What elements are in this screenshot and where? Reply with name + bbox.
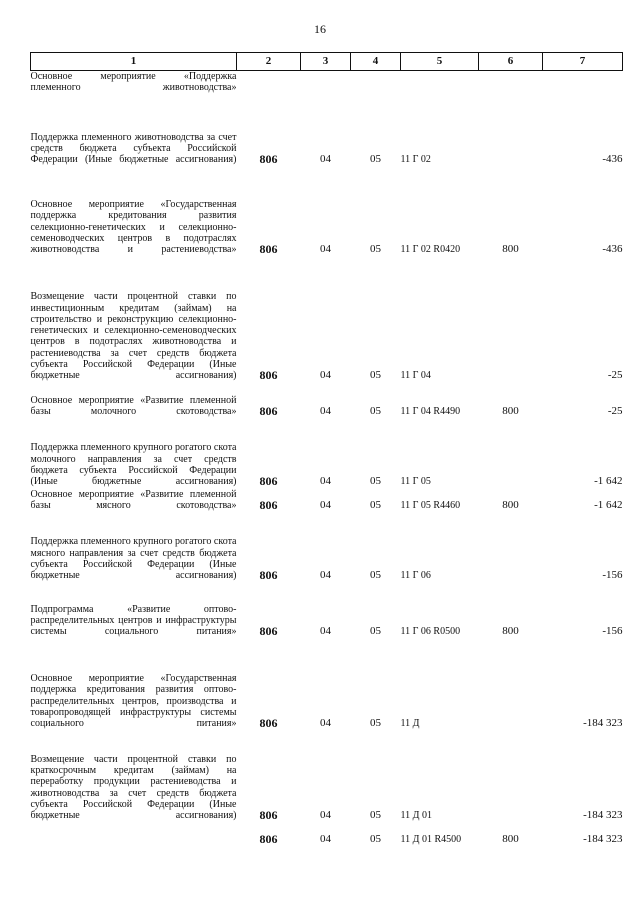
target-article-cell-value: 11 Г 05 [400,476,431,488]
item-name-cell [31,822,237,846]
target-article-cell [401,256,479,382]
target-article-cell [401,166,479,256]
section-cell-value: 04 [320,625,331,638]
ministry-code-cell [237,512,301,582]
ministry-code-cell [237,256,301,382]
subsection-cell-value: 05 [370,153,381,166]
expense-type-cell [479,71,543,94]
expense-type-cell [479,488,543,512]
item-name-cell [31,71,237,94]
section-cell-value: 04 [320,243,331,256]
target-article-cell [401,94,479,166]
ministry-code-cell [237,730,301,822]
subsection-cell-value: 05 [370,499,381,512]
amount-cell-value: -25 [607,369,623,382]
subsection-cell-value: 05 [370,405,381,418]
column-header-3: 3 [301,53,351,71]
section-cell-value: 04 [320,475,331,488]
ministry-code-cell [237,638,301,730]
expense-type-cell-value: 800 [502,625,519,638]
section-cell-value: 04 [320,369,331,382]
target-article-cell-value: 11 Д 01 R4500 [400,834,462,846]
amount-cell-value: -1 642 [594,475,623,488]
section-cell [301,822,351,846]
item-name-text: Основное мероприятие «Государственная поддержка кредитования развития селекционно-генетических и селекционно-семеноводческих центров в подотраслях животноводства и растениеводства» [30,199,237,256]
amount-cell-value: -1 642 [594,499,623,512]
ministry-code-cell-value: 806 [259,368,278,383]
item-name-text: Поддержка племенного крупного рогатого скота молочного направления за счет средств бюджета субъекта Российской Федерации (Иные бюджетные ассигнования) [30,442,237,488]
section-cell [301,512,351,582]
section-cell [301,256,351,382]
table-row [31,582,623,638]
section-cell-value: 04 [320,809,331,822]
section-cell [301,382,351,418]
expense-type-cell [479,94,543,166]
amount-cell [543,94,623,166]
amount-cell [543,166,623,256]
target-article-cell-value: 11 Д 01 [400,810,432,822]
subsection-cell [351,822,401,846]
subsection-cell-value: 05 [370,833,381,846]
target-article-cell [401,822,479,846]
subsection-cell-value: 05 [370,243,381,256]
section-cell-value: 04 [320,499,331,512]
item-name-cell [31,512,237,582]
column-header-7: 7 [543,53,623,71]
amount-cell [543,730,623,822]
amount-cell-value: -436 [602,243,623,256]
amount-cell-value: -156 [602,569,623,582]
table-row [31,730,623,822]
ministry-code-cell-value: 806 [259,624,278,639]
section-cell [301,94,351,166]
item-name-cell [31,418,237,488]
column-header-1: 1 [31,53,237,71]
section-cell-value: 04 [320,153,331,166]
target-article-cell [401,418,479,488]
ministry-code-cell [237,71,301,94]
ministry-code-cell [237,166,301,256]
table-row [31,638,623,730]
subsection-cell [351,512,401,582]
amount-cell [543,638,623,730]
amount-cell [543,256,623,382]
item-name-text: Основное мероприятие «Государственная поддержка кредитования развития оптово-распределительных центров, производства и товаропроводящей инфраструктуры системы социального питания» [30,673,237,730]
target-article-cell-value: 11 Г 06 [400,570,431,582]
target-article-cell [401,382,479,418]
subsection-cell-value: 05 [370,475,381,488]
table-row [31,512,623,582]
ministry-code-cell-value: 806 [259,568,278,583]
expense-type-cell [479,638,543,730]
ministry-code-cell [237,94,301,166]
item-name-cell [31,94,237,166]
target-article-cell [401,512,479,582]
ministry-code-cell-value: 806 [259,474,278,489]
amount-cell [543,382,623,418]
section-cell [301,582,351,638]
item-name-cell [31,166,237,256]
item-name-text: Подпрограмма «Развитие оптово-распределительных центров и инфраструктуры системы социального питания» [30,603,237,638]
target-article-cell-value: 11 Г 04 R4490 [400,406,461,418]
target-article-cell-value: 11 Г 02 R0420 [400,244,461,256]
section-cell [301,71,351,94]
target-article-cell [401,488,479,512]
ministry-code-cell [237,822,301,846]
target-article-cell-value: 11 Г 04 [400,370,431,382]
table-row [31,94,623,166]
subsection-cell [351,730,401,822]
subsection-cell [351,418,401,488]
ministry-code-cell [237,582,301,638]
expense-type-cell-value: 800 [502,243,519,256]
item-name-text: Поддержка племенного животноводства за счет средств бюджета субъекта Российской Федерации (Иные бюджетные ассигнования) [30,131,237,166]
subsection-cell-value: 05 [370,809,381,822]
item-name-cell [31,256,237,382]
target-article-cell [401,71,479,94]
item-name-text: Возмещение части процентной ставки по краткосрочным кредитам (займам) на переработку продукции растениеводства и животноводства за счет средств бюджета субъекта Российской Федерации (Иные бюджетные ассигнования) [30,753,237,822]
item-name-cell [31,582,237,638]
ministry-code-cell-value: 806 [259,716,278,731]
item-name-cell [31,382,237,418]
target-article-cell-value: 11 Г 02 [400,154,431,166]
target-article-cell [401,638,479,730]
amount-cell [543,488,623,512]
section-cell [301,730,351,822]
section-cell-value: 04 [320,833,331,846]
subsection-cell [351,638,401,730]
expense-type-cell-value: 800 [502,499,519,512]
expense-type-cell [479,166,543,256]
ministry-code-cell-value: 806 [259,808,278,823]
amount-cell [543,71,623,94]
subsection-cell [351,71,401,94]
expense-type-cell [479,512,543,582]
ministry-code-cell-value: 806 [259,152,278,167]
subsection-cell-value: 05 [370,569,381,582]
section-cell [301,488,351,512]
amount-cell [543,418,623,488]
amount-cell-value: -25 [607,405,623,418]
amount-cell [543,822,623,846]
target-article-cell-value: 11 Д [400,718,420,730]
section-cell-value: 04 [320,405,331,418]
amount-cell-value: -184 323 [583,809,623,822]
ministry-code-cell-value: 806 [259,404,278,419]
ministry-code-cell [237,488,301,512]
item-name-cell [31,638,237,730]
amount-cell [543,582,623,638]
item-name-text: Основное мероприятие «Развитие племенной базы молочного скотоводства» [30,395,237,418]
item-name-text: Возмещение части процентной ставки по инвестиционным кредитам (займам) на строительство и реконструкцию селекционно-генетических и селекционно-семеноводческих центров в подотраслях животноводства и растениеводства за счет средств бюджета субъекта Российской Федерации (Иные бюджетные ассигнования) [30,291,237,382]
amount-cell [543,512,623,582]
ministry-code-cell-value: 806 [259,832,278,847]
subsection-cell [351,166,401,256]
amount-cell-value: -156 [602,625,623,638]
table-row [31,256,623,382]
expense-type-cell [479,256,543,382]
table-header-row [31,53,623,71]
item-name-text: Основное мероприятие «Развитие племенной базы мясного скотоводства» [30,489,237,512]
section-cell [301,638,351,730]
table-row [31,488,623,512]
subsection-cell [351,256,401,382]
ministry-code-cell [237,418,301,488]
target-article-cell [401,730,479,822]
item-name-cell [31,488,237,512]
expense-type-cell [479,418,543,488]
subsection-cell-value: 05 [370,717,381,730]
table-row [31,382,623,418]
table-row [31,166,623,256]
page-number: 16 [314,22,326,36]
amount-cell-value: -184 323 [583,717,623,730]
target-article-cell-value: 11 Г 06 R0500 [400,626,461,638]
amount-cell-value: -184 323 [583,833,623,846]
subsection-cell-value: 05 [370,625,381,638]
table-row [31,71,623,94]
ministry-code-cell-value: 806 [259,498,278,513]
expense-type-cell-value: 800 [502,405,519,418]
target-article-cell [401,582,479,638]
subsection-cell [351,382,401,418]
subsection-cell [351,582,401,638]
item-name-text: Основное мероприятие «Поддержка племенного животноводства» [30,71,237,94]
column-header-4: 4 [351,53,401,71]
section-cell [301,166,351,256]
subsection-cell-value: 05 [370,369,381,382]
expense-type-cell [479,822,543,846]
budget-table [30,52,623,846]
expense-type-cell [479,730,543,822]
amount-cell-value: -436 [602,153,623,166]
section-cell [301,418,351,488]
ministry-code-cell-value: 806 [259,242,278,257]
table-row [31,418,623,488]
ministry-code-cell [237,382,301,418]
expense-type-cell [479,382,543,418]
item-name-text: Поддержка племенного крупного рогатого скота мясного направления за счет средств бюджета субъекта Российской Федерации (Иные бюджетные ассигнования) [30,536,237,582]
section-cell-value: 04 [320,717,331,730]
column-header-6: 6 [479,53,543,71]
expense-type-cell-value: 800 [502,833,519,846]
subsection-cell [351,94,401,166]
target-article-cell-value: 11 Г 05 R4460 [400,500,461,512]
item-name-cell [31,730,237,822]
table-row [31,822,623,846]
column-header-2: 2 [237,53,301,71]
column-header-5: 5 [401,53,479,71]
subsection-cell [351,488,401,512]
expense-type-cell [479,582,543,638]
section-cell-value: 04 [320,569,331,582]
